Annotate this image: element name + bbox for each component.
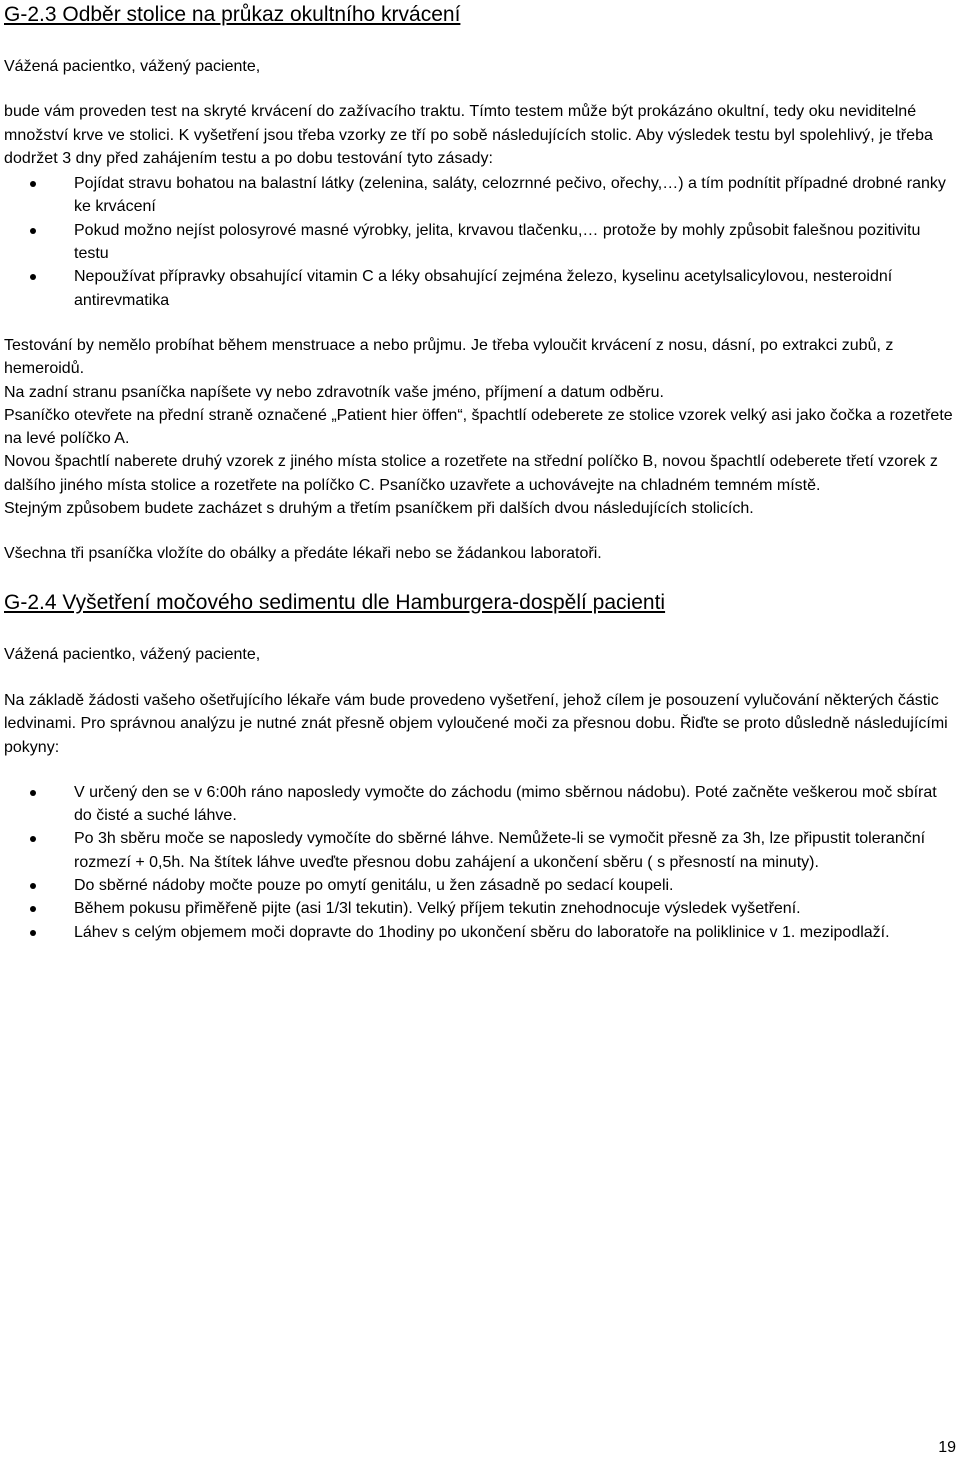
list-item-text: Do sběrné nádoby močte pouze po omytí genitálu, u žen zásadně po sedací koupeli. [74,877,674,895]
list-item [4,874,956,897]
instruction-paragraph: Testování by nemělo probíhat během menstruace a nebo průjmu. Je třeba vyloučit krvácení z nosu, dásní, po extrakci zubů, z hemeroidů. [4,336,894,378]
salutation: Vážená pacientko, vážený paciente, [4,58,261,75]
section-header-urine [4,590,956,616]
list-item-text: Pokud možno nejíst polosyrové masné výrobky, jelita, krvavou tlačenku,… protože by mohly způsobit falešnou pozitivitu testu [74,221,921,263]
document-page [4,0,956,944]
section-title-stool-test: G-2.3 Odběr stolice na průkaz okultního krvácení [4,3,461,26]
collection-steps-list [4,781,956,944]
instruction-paragraph: Stejným způsobem budete zacházet s druhým a třetím psaníčkem při dalších dvou následujících stolicích. [4,500,754,518]
list-item [4,172,956,219]
list-item [4,265,956,312]
list-item-text: Po 3h sběru moče se naposledy vymočíte do sběrné láhve. Nemůžete-li se vymočit přesně za 3h, lze připustit toleranční rozmezí + 0,5h. Na štítek láhve uveďte přesnou dobu zahájení a ukončení sběru ( s přesností na minuty). [74,830,926,871]
list-item [4,897,956,920]
list-item [4,827,956,874]
bullet-icon [30,883,36,889]
list-item-text: Láhev s celým objemem moči dopravte do 1hodiny po ukončení sběru do laboratoře na poliklinice v 1. mezipodlaží. [74,923,890,941]
bullet-icon [30,790,36,796]
diet-rules-list [4,172,956,312]
bullet-icon [30,930,36,936]
salutation: Vážená pacientko, vážený paciente, [4,645,261,663]
instruction-paragraph: Novou špachtlí naberete druhý vzorek z jiného místa stolice a rozetřete na střední políčko B, novou špachtlí odeberete třetí vzorek z dalšího jiného místa stolice a rozetřete na políčko C. Psaníčko uzavřete a uchovávejte na chladném temném místě. [4,453,938,494]
list-item-text: Pojídat stravu bohatou na balastní látky (zelenina, saláty, celozrnné pečivo, ořechy,…) a tím podnítit případné drobné ranky ke krvácení [74,175,946,216]
list-item-text: V určený den se v 6:00h ráno naposledy vymočte do záchodu (mimo sběrnou nádobu). Poté začněte veškerou moč sbírat do čisté a suché láhve. [74,783,937,825]
bullet-icon [30,906,36,912]
instruction-paragraph: Psaníčko otevřete na přední straně označené „Patient hier öffen“, špachtlí odeberete ze stolice vzorek velký asi jako čočka a rozetřete na levé políčko A. [4,406,953,448]
list-item [4,921,956,944]
list-item-text: Nepoužívat přípravky obsahující vitamin C a léky obsahující zejména železo, kyselinu acetylsalicylovou, nesteroidní antirevmatika [74,268,893,309]
list-item-text: Během pokusu přiměřeně pijte (asi 1/3l tekutin). Velký příjem tekutin znehodnocuje výsledek vyšetření. [74,900,801,918]
instructions-block [4,334,956,520]
bullet-icon [30,274,36,280]
section-title-urine-sediment: G-2.4 Vyšetření močového sedimentu dle Hamburgera-dospělí pacienti [4,590,666,614]
page-number: 19 [938,1439,956,1456]
intro-paragraph: bude vám proveden test na skryté krvácení do zažívacího traktu. Tímto testem může být prokázáno okultní, tedy oku neviditelné množství krve ve stolici. K vyšetření jsou třeba vzorky ze tří po sobě následujících stolic. Aby výsledek testu byl spolehlivý, je třeba dodržet 3 dny před zahájením testu a po dobu testování tyto zásady: [4,103,933,167]
list-item [4,219,956,266]
intro-paragraph: Na základě žádosti vašeho ošetřujícího lékaře vám bude provedeno vyšetření, jehož cílem je posouzení vylučování některých částic ledvinami. Pro správnou analýzu je nutné znát přesně objem vyloučené moči za přesnou dobu. Řiďte se proto důsledně následujícími pokyny: [4,691,948,756]
list-item [4,781,956,828]
closing-paragraph: Všechna tři psaníčka vložíte do obálky a předáte lékaři nebo se žádankou laboratoři. [4,545,602,563]
bullet-icon [30,181,36,187]
bullet-icon [30,836,36,842]
instruction-paragraph: Na zadní stranu psaníčka napíšete vy nebo zdravotník vaše jméno, příjmení a datum odběru. [4,383,664,401]
bullet-icon [30,228,36,234]
